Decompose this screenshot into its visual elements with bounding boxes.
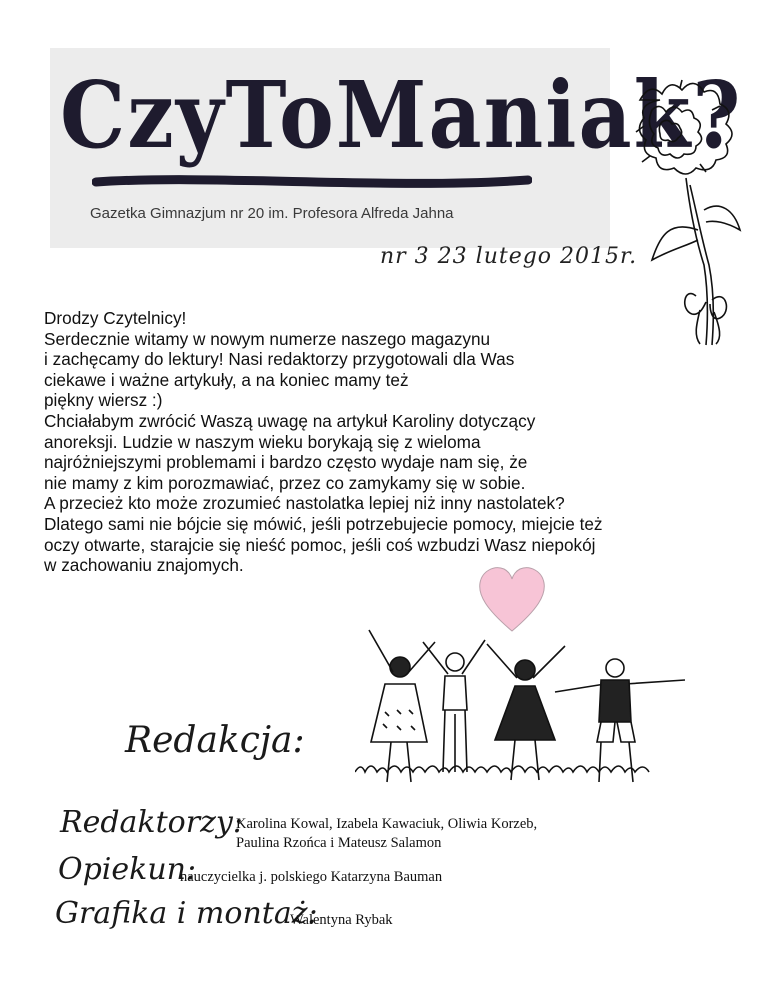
issue-number-date: nr 3 23 lutego 2015r. (380, 244, 638, 269)
letter-line: nie mamy z kim porozmawiać, przez co zamykamy się w sobie. (44, 472, 526, 493)
letter-line: piękny wiersz :) (44, 390, 163, 411)
magazine-subtitle: Gazetka Gimnazjum nr 20 im. Profesora Alfreda Jahna (90, 205, 454, 222)
letter-line: Chciałabym zwrócić Waszą uwagę na artykuł Karoliny dotyczący (44, 410, 536, 431)
editors-names-line1: Karolina Kowal, Izabela Kawaciuk, Oliwia Korzeb, (236, 816, 538, 832)
letter-line: oczy otwarte, starajcie się nieść pomoc, jeśli coś wzbudzi Wasz niepokój (44, 534, 596, 555)
letter-line: ciekawe i ważne artykuły, a na koniec mamy też (44, 369, 409, 390)
letter-line: najróżniejszymi problemami i bardzo często wydaje nam się, że (44, 452, 528, 473)
editors-names-line2: Paulina Rzońca i Mateusz Salamon (236, 835, 442, 851)
supervisor-name: nauczycielka j. polskiego Katarzyna Bauman (180, 869, 443, 885)
letter-line: Drodzy Czytelnicy! (44, 308, 187, 328)
letter-line: anoreksji. Ludzie w naszym wieku borykają się z wieloma (44, 431, 481, 452)
supervisor-label: Opiekun: (58, 852, 197, 887)
logo-underline-stroke (92, 168, 532, 194)
letter-line: i zachęcamy do lektury! Nasi redaktorzy przygotowali dla Was (44, 349, 515, 370)
letter-line: A przecież kto może zrozumieć nastolatka lepiej niż inny nastolatek? (44, 493, 565, 514)
carnation-flower-illustration (600, 60, 750, 350)
letter-line: w zachowaniu znajomych. (44, 555, 244, 576)
magazine-logo: CzyToManiak? (60, 62, 743, 170)
credits-heading: Redakcja: (125, 720, 305, 761)
letter-line: Serdecznie witamy w nowym numerze naszego magazynu (44, 328, 491, 349)
letter-line: Dlatego sami nie bójcie się mówić, jeśli potrzebujecie pomocy, miejcie też (44, 513, 603, 534)
children-cheering-illustration (355, 622, 685, 802)
graphics-label: Grafika i montaż: (55, 896, 318, 931)
graphics-name: Walentyna Rybak (290, 912, 393, 928)
editors-label: Redaktorzy: (60, 805, 243, 840)
editorial-letter (44, 308, 734, 576)
